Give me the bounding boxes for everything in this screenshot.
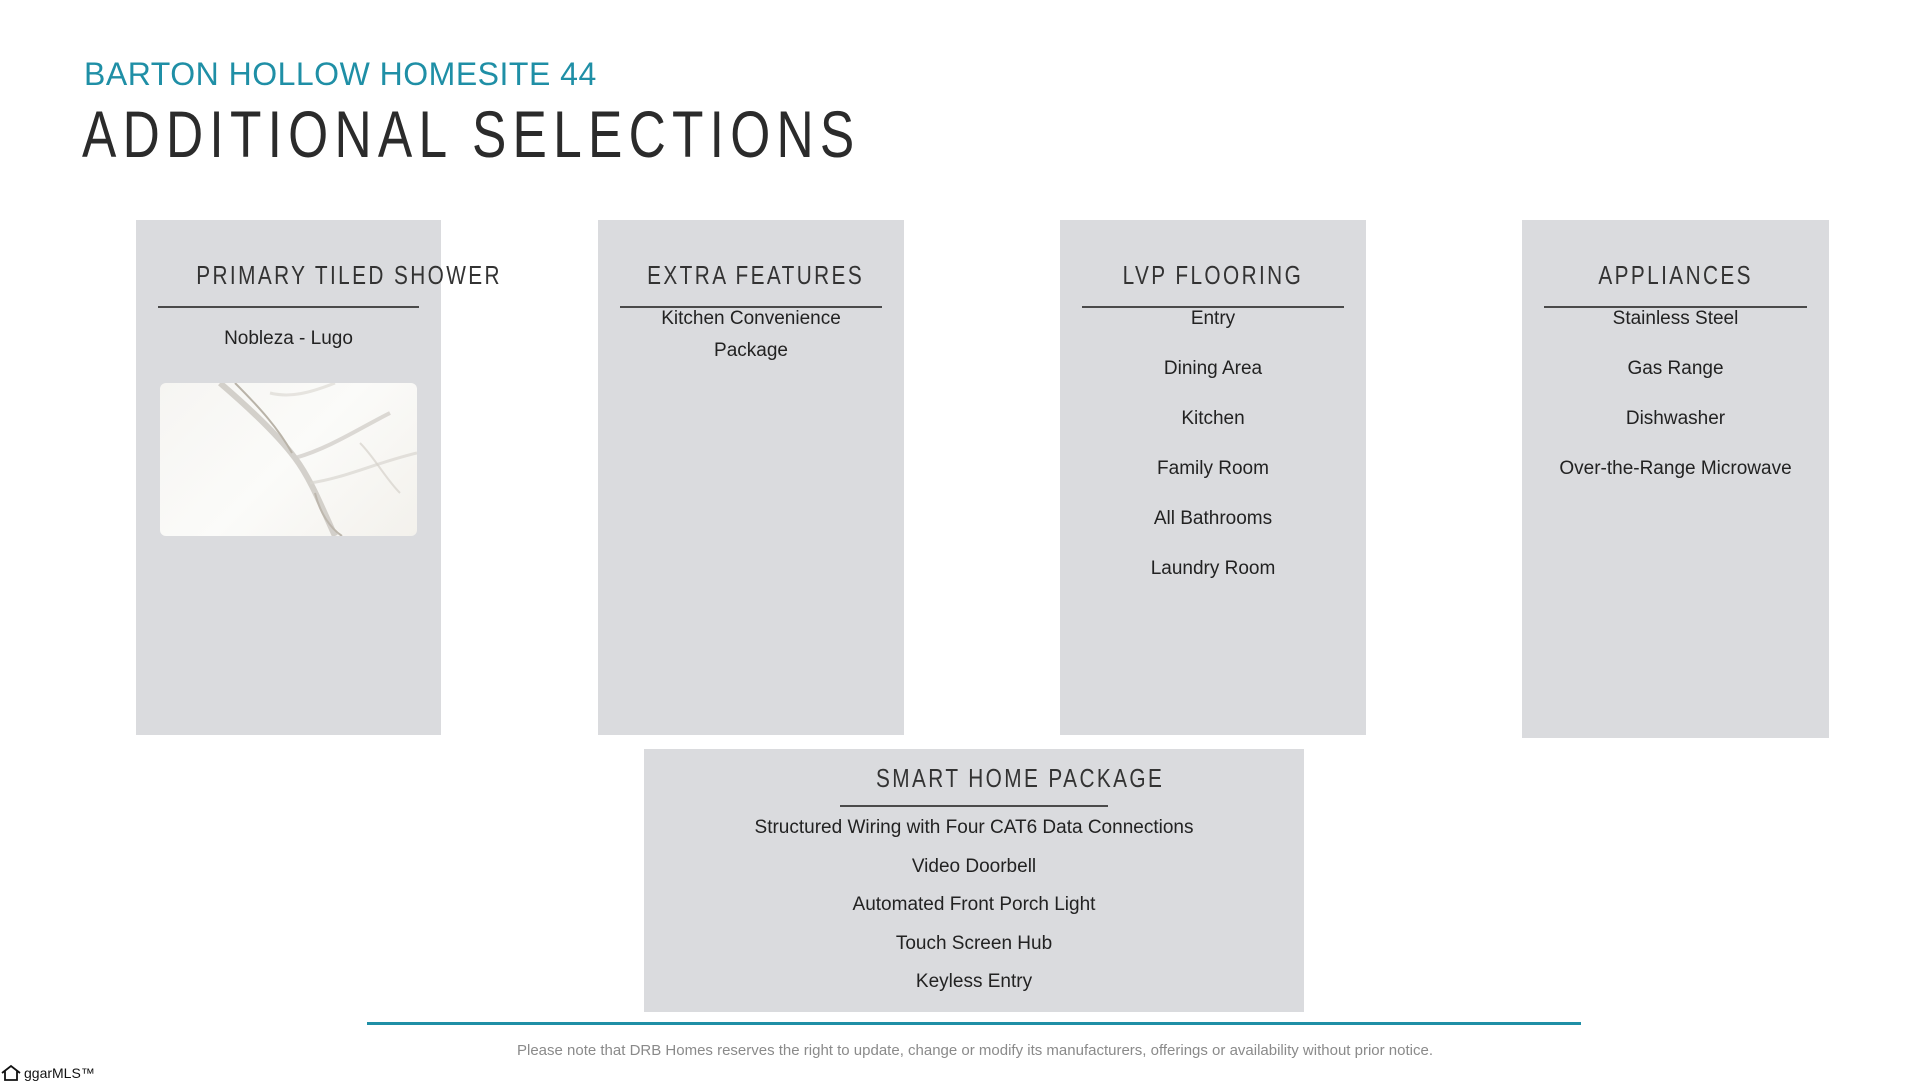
list-item: All Bathrooms — [1153, 508, 1273, 529]
house-icon — [0, 1064, 22, 1082]
list-item: Dining Area — [1163, 358, 1263, 379]
list-item: Laundry Room — [1150, 558, 1276, 579]
card-list — [598, 303, 904, 367]
card-list — [1522, 303, 1829, 503]
list-item: Structured Wiring with Four CAT6 Data Connections — [754, 817, 1194, 838]
card-heading — [620, 260, 882, 308]
card-heading — [1082, 260, 1344, 308]
card-list — [1060, 303, 1366, 603]
card-list — [136, 328, 441, 350]
card-title: LVP FLOORING — [1122, 260, 1304, 290]
card-heading — [158, 260, 502, 308]
list-item: Nobleza - Lugo — [224, 328, 353, 349]
card-list — [644, 815, 1304, 1008]
list-item: Stainless Steel — [1612, 308, 1739, 329]
watermark-text: ggarMLS™ — [24, 1065, 95, 1081]
list-item: Video Doorbell — [911, 855, 1037, 877]
card-title: APPLIANCES — [1598, 260, 1753, 290]
card-smart-home-package — [644, 749, 1304, 1012]
card-primary-tiled-shower — [136, 220, 502, 735]
card-title: SMART HOME PACKAGE — [876, 763, 1165, 793]
list-item: Dishwasher — [1625, 408, 1726, 429]
marble-tile-image — [160, 383, 417, 536]
card-heading — [840, 763, 1165, 807]
list-item: Touch Screen Hub — [895, 932, 1053, 954]
list-item: Kitchen Convenience Package — [661, 308, 841, 361]
disclaimer-text: Please note that DRB Homes reserves the right to update, change or modify its manufacturers, offerings or availability without prior notice. — [516, 1042, 1433, 1059]
card-heading — [1544, 260, 1807, 308]
card-lvp-flooring — [1060, 220, 1366, 735]
page-title: ADDITIONAL SELECTIONS — [82, 97, 861, 171]
list-item: Entry — [1190, 308, 1236, 329]
mls-watermark — [0, 1064, 95, 1082]
footer-divider — [367, 1022, 1581, 1025]
list-item: Family Room — [1157, 458, 1269, 479]
card-appliances — [1522, 220, 1829, 738]
card-title: PRIMARY TILED SHOWER — [196, 260, 502, 290]
card-title: EXTRA FEATURES — [647, 260, 865, 290]
card-extra-features — [598, 220, 904, 735]
list-item: Keyless Entry — [915, 971, 1033, 992]
subtitle: BARTON HOLLOW HOMESITE 44 — [84, 56, 597, 92]
list-item: Over-the-Range Microwave — [1559, 458, 1792, 479]
list-item: Automated Front Porch Light — [852, 894, 1096, 915]
list-item: Gas Range — [1627, 358, 1724, 379]
list-item: Kitchen — [1181, 408, 1245, 429]
